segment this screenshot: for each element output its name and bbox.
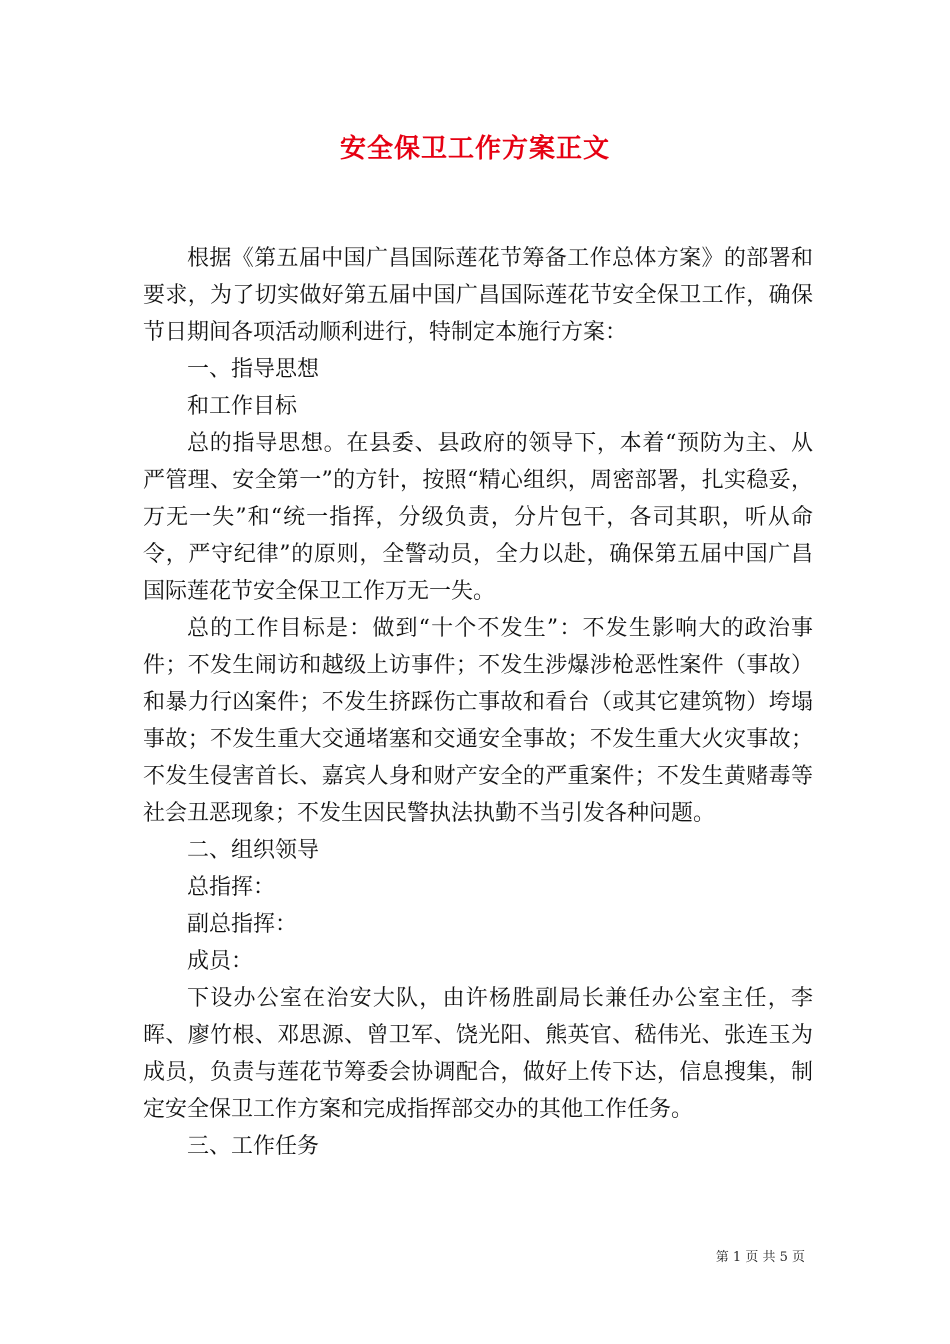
members-label: 成员：	[187, 949, 254, 974]
section-heading-guiding-thought: 一、指导思想	[187, 357, 320, 382]
paragraph-intro: 根据《第五届中国广昌国际莲花节筹备工作总体方案》的部署和要求，为了切实做好第五届中国广昌国际莲花节安全保卫工作，确保节日期间各项活动顺利进行，特制定本施行方案：	[143, 246, 813, 345]
section-heading-organization: 二、组织领导	[187, 838, 320, 863]
paragraph-guiding-thought: 总的指导思想。在县委、县政府的领导下，本着“预防为主、从严管理、安全第一”的方针，按照“精心组织，周密部署，扎实稳妥，万无一失”和“统一指挥，分级负责，分片包干，各司其职，听从命令，严守纪律”的原则，全警动员，全力以赴，确保第五届中国广昌国际莲花节安全保卫工作万无一失。	[143, 431, 813, 604]
document-body	[143, 240, 813, 1165]
section-heading-goals: 和工作目标	[187, 394, 298, 419]
paragraph-office: 下设办公室在治安大队，由许杨胜副局长兼任办公室主任，李晖、廖竹根、邓思源、曾卫军、饶光阳、熊英官、嵇伟光、张连玉为成员，负责与莲花节筹委会协调配合，做好上传下达，信息搜集，制定安全保卫工作方案和完成指挥部交办的其他工作任务。	[143, 986, 813, 1122]
page-number: 第 1 页 共 5 页	[715, 1250, 805, 1265]
commander-label: 总指挥：	[187, 875, 276, 900]
paragraph-work-goals: 总的工作目标是：做到“十个不发生”：不发生影响大的政治事件；不发生闹访和越级上访事件；不发生涉爆涉枪恶性案件（事故）和暴力行凶案件；不发生挤踩伤亡事故和看台（或其它建筑物）垮塌事故；不发生重大交通堵塞和交通安全事故；不发生重大火灾事故；不发生侵害首长、嘉宾人身和财产安全的严重案件；不发生黄赌毒等社会丑恶现象；不发生因民警执法执勤不当引发各种问题。	[143, 616, 813, 826]
document-title: 安全保卫工作方案正文	[339, 134, 610, 164]
deputy-commander-label: 副总指挥：	[187, 912, 298, 937]
section-heading-tasks: 三、工作任务	[187, 1134, 320, 1159]
